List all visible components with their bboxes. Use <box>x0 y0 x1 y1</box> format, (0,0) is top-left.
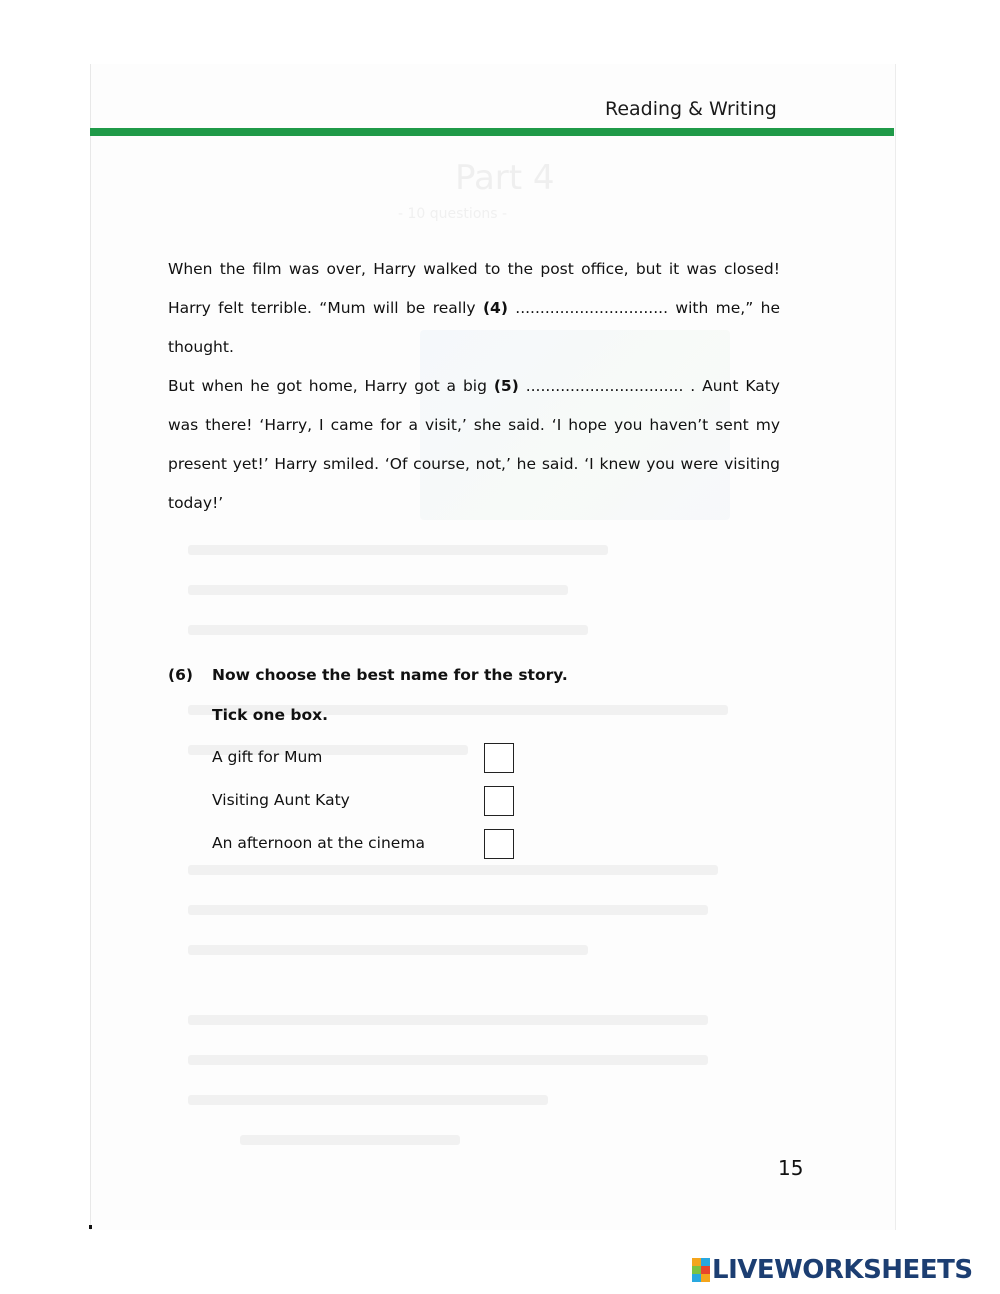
ghost-line <box>188 865 718 875</box>
option-label-afternoon-at-cinema: An afternoon at the cinema <box>212 834 425 852</box>
story-line-text: Harry felt terrible. “Mum will be really <box>168 299 483 317</box>
ghost-line <box>188 905 708 915</box>
question-prompt: Now choose the best name for the story. <box>212 666 568 684</box>
ghost-line <box>188 1095 548 1105</box>
liveworksheets-logo <box>692 1256 973 1284</box>
story-text <box>168 250 780 523</box>
story-line <box>168 328 780 367</box>
story-line-text: When the film was over, Harry walked to the post office, but it was closed! <box>168 260 780 278</box>
ghost-line <box>188 945 588 955</box>
story-line-text: thought. <box>168 338 234 356</box>
margin-mark <box>89 1225 92 1229</box>
story-line-text: today!’ <box>168 494 224 512</box>
page-number: 15 <box>778 1156 804 1180</box>
gap-4-blank[interactable]: ............................... <box>507 299 676 317</box>
story-line-gap-4 <box>168 289 780 328</box>
story-line-text: Aunt Katy <box>702 377 780 395</box>
story-line-text: with me,” he <box>675 299 780 317</box>
ghost-line <box>188 585 568 595</box>
ghost-part-title: Part 4 <box>455 158 555 198</box>
section-title: Reading & Writing <box>605 98 777 120</box>
tick-box-visiting-aunt-katy[interactable] <box>484 786 514 816</box>
gap-5-blank[interactable]: ................................ . <box>518 377 703 395</box>
question-number: (6) <box>168 666 193 684</box>
story-line <box>168 406 780 445</box>
story-line-text: present yet!’ Harry smiled. ‘Of course, not,’ he said. ‘I knew you were visiting <box>168 455 780 473</box>
ghost-part-subtitle: - 10 questions - <box>398 206 508 222</box>
tick-box-afternoon-at-cinema[interactable] <box>484 829 514 859</box>
story-line <box>168 445 780 484</box>
story-line-text: was there! ‘Harry, I came for a visit,’ she said. ‘I hope you haven’t sent my <box>168 416 780 434</box>
story-line-text: But when he got home, Harry got a big <box>168 377 494 395</box>
ghost-line <box>188 545 608 555</box>
gap-number-4: (4) <box>482 299 508 317</box>
option-label-gift-for-mum: A gift for Mum <box>212 748 323 766</box>
liveworksheets-brand: LIVEWORKSHEETS <box>712 1255 973 1285</box>
ghost-line <box>240 1135 460 1145</box>
ghost-line <box>188 625 588 635</box>
ghost-line <box>188 1015 708 1025</box>
header-divider <box>90 128 894 136</box>
gap-number-5: (5) <box>493 377 519 395</box>
story-line <box>168 484 780 523</box>
question-instruction: Tick one box. <box>212 706 329 724</box>
tick-box-gift-for-mum[interactable] <box>484 743 514 773</box>
option-label-visiting-aunt-katy: Visiting Aunt Katy <box>212 791 350 809</box>
ghost-line <box>188 1055 708 1065</box>
story-line-gap-5 <box>168 367 780 406</box>
liveworksheets-logo-icon <box>692 1258 710 1282</box>
story-line <box>168 250 780 289</box>
